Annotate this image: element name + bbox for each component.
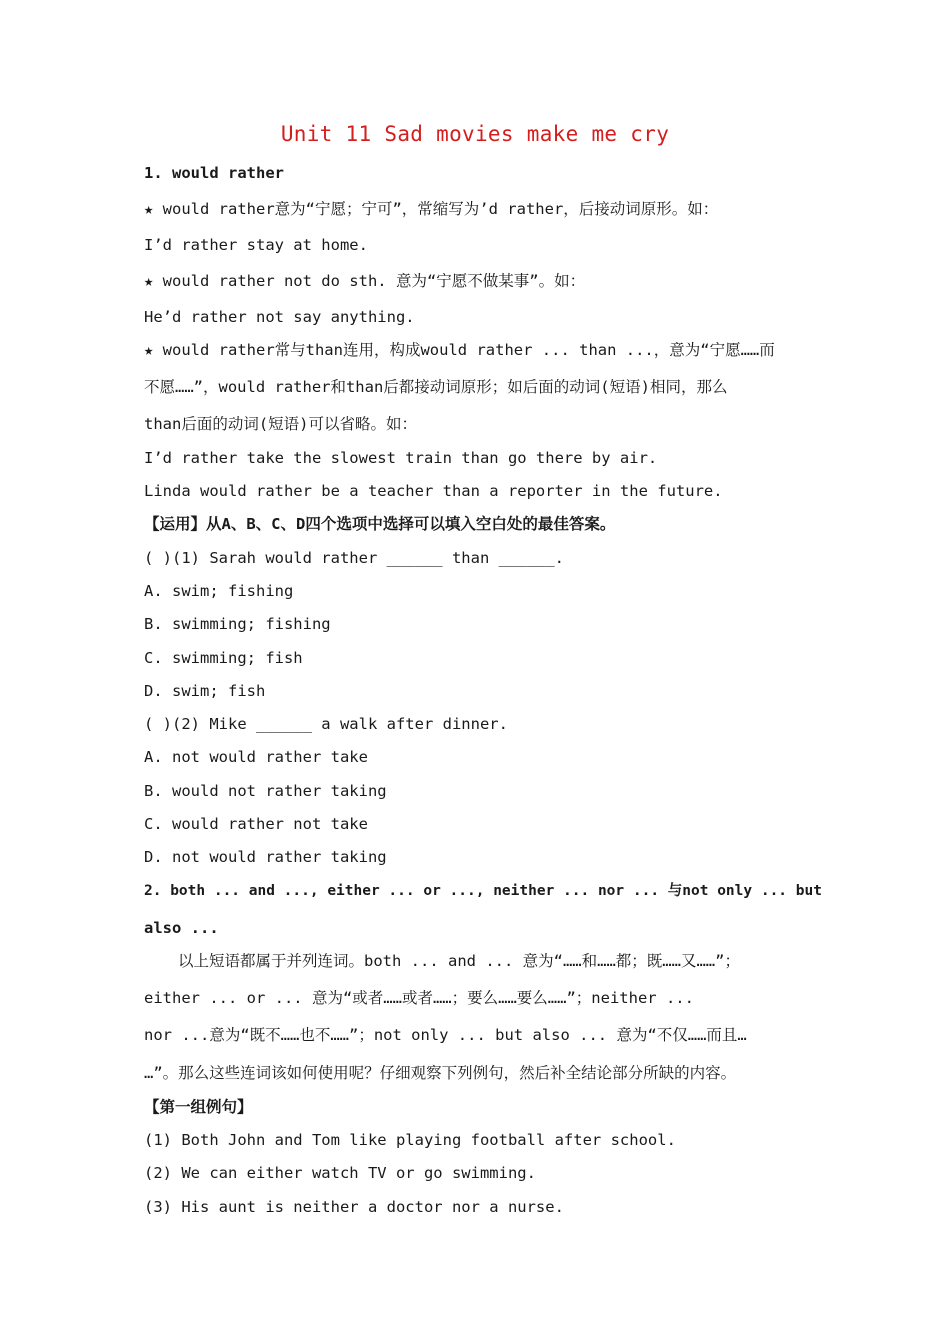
explanation-line: 不愿……”，would rather和than后都接动词原形；如后面的动词(短语)相同，那么 — [144, 378, 728, 396]
option-a: A. not would rather take — [144, 748, 368, 766]
option-c: C. swimming; fish — [144, 649, 303, 667]
example-sentence: (2) We can either watch TV or go swimming. — [144, 1164, 536, 1182]
explanation-line: ★ would rather not do sth. 意为“宁愿不做某事”。如： — [144, 272, 586, 290]
paragraph-line: nor ...意为“既不……也不……”；not only ... but also ... 意为“不仅……而且… — [144, 1026, 747, 1044]
option-a: A. swim; fishing — [144, 582, 294, 600]
page-title: Unit 11 Sad movies make me cry — [280, 122, 670, 146]
example-sentence: (3) His aunt is neither a doctor nor a nurse. — [144, 1198, 564, 1216]
option-b: B. swimming; fishing — [144, 615, 331, 633]
exercise-question: ( )(2) Mike ______ a walk after dinner. — [144, 715, 508, 733]
exercise-question: ( )(1) Sarah would rather ______ than ______. — [144, 549, 564, 567]
exercise-instruction: 【运用】从A、B、C、D四个选项中选择可以填入空白处的最佳答案。 — [144, 515, 616, 533]
example-sentence: I’d rather stay at home. — [144, 236, 368, 254]
explanation-line: ★ would rather常与than连用，构成would rather ... than ...，意为“宁愿……而 — [144, 341, 775, 359]
section-heading-conjunctions-cont: also ... — [144, 919, 219, 937]
option-d: D. not would rather taking — [144, 848, 387, 866]
section-heading-conjunctions: 2. both ... and ..., either ... or ..., neither ... nor ... 与not only ... but — [144, 883, 822, 899]
option-d: D. swim; fish — [144, 682, 266, 700]
paragraph-line: …”。那么这些连词该如何使用呢？仔细观察下列例句，然后补全结论部分所缺的内容。 — [144, 1064, 737, 1082]
example-sentence: He’d rather not say anything. — [144, 308, 415, 326]
example-sentence: (1) Both John and Tom like playing football after school. — [144, 1131, 676, 1149]
option-c: C. would rather not take — [144, 815, 368, 833]
explanation-line: than后面的动词(短语)可以省略。如： — [144, 415, 417, 433]
section-heading-would-rather: 1. would rather — [144, 164, 284, 182]
option-b: B. would not rather taking — [144, 782, 387, 800]
example-sentence: I’d rather take the slowest train than go there by air. — [144, 449, 658, 467]
paragraph-line: 以上短语都属于并列连词。both ... and ... 意为“……和……都；既……又……”； — [178, 952, 740, 970]
paragraph-line: either ... or ... 意为“或者……或者……；要么……要么……”；neither ... — [144, 989, 694, 1007]
example-sentence: Linda would rather be a teacher than a reporter in the future. — [144, 482, 723, 500]
example-group-heading: 【第一组例句】 — [144, 1098, 253, 1116]
explanation-line: ★ would rather意为“宁愿；宁可”，常缩写为’d rather，后接动词原形。如： — [144, 200, 719, 218]
